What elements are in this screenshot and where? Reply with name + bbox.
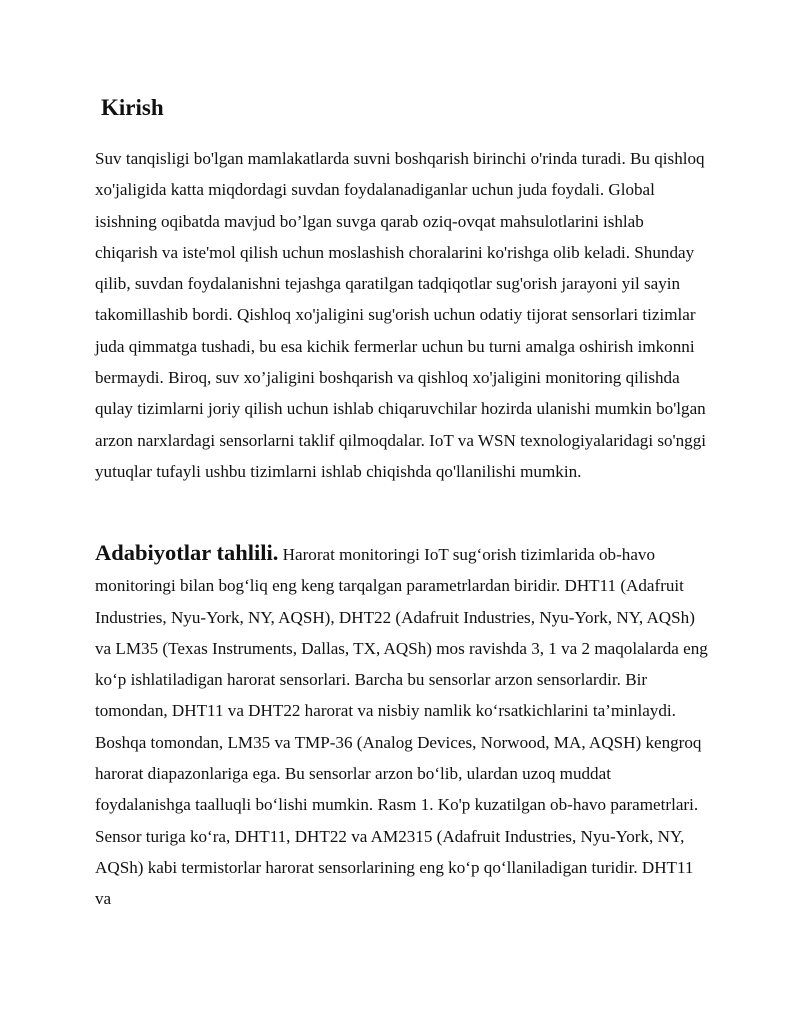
kirish-paragraph: Suv tanqisligi bo'lgan mamlakatlarda suvni boshqarish birinchi o'rinda turadi. Bu qishloq xo'jaligida katta miqdordagi suvdan foydalanadiganlar uchun juda foydali. Global isishning oqibatda mavjud bo’lgan suvga qarab oziq-ovqat mahsulotlarini ishlab chiqarish va iste'mol qilish uchun moslashish choralarini ko'rishga olib keladi. Shunday qilib, suvdan foydalanishni tejashga qaratilgan tadqiqotlar sug'orish jarayoni yil sayin takomillashib bordi. Qishloq xo'jaligini sug'orish uchun odatiy tijorat sensorlari tizimlar juda qimmatga tushadi, bu esa kichik fermerlar uchun bu turni amalga oshirish imkonni bermaydi. Biroq, suv xo’jaligini boshqarish va qishloq xo'jaligini monitoring qilishda qulay tizimlarni joriy qilish uchun ishlab chiqaruvchilar hozirda ulanishi mumkin bo'lgan arzon narxlardagi sensorlarni taklif qilmoqdalar. IoT va WSN texnologiyalaridagi so'nggi yutuqlar tufayli ushbu tizimlarni ishlab chiqishda qo'llanilishi mumkin. <box>95 149 707 481</box>
literature-review-heading: Adabiyotlar tahlili. <box>95 540 279 565</box>
literature-review-text: Harorat monitoringi IoT sug‘orish tizimlarida ob-havo monitoringi bilan bog‘liq eng keng tarqalgan parametrlardan biridir. DHT11 (Adafruit Industries, Nyu-York, NY, AQSH), DHT22 (Adafruit Industries, Nyu-York, NY, AQSh) va LM35 (Texas Instruments, Dallas, TX, AQSh) mos ravishda 3, 1 va 2 maqolalarda eng ko‘p ishlatiladigan harorat sensorlari. Barcha bu sensorlar arzon sensorlardir. Bir tomondan, DHT11 va DHT22 harorat va nisbiy namlik ko‘rsatkichlarini ta’minlaydi. Boshqa tomondan, LM35 va TMP-36 (Analog Devices, Norwood, MA, AQSH) kengroq harorat diapazonlariga ega. Bu sensorlar arzon bo‘lib, ulardan uzoq muddat foydalanishga taalluqli bo‘lishi mumkin. Rasm 1. Ko'p kuzatilgan ob-havo parametrlari. Sensor turiga ko‘ra, DHT11, DHT22 va AM2315 (Adafruit Industries, Nyu-York, NY, AQSh) kabi termistorlar harorat sensorlarining eng ko‘p qo‘llaniladigan turidir. DHT11 va <box>95 545 708 909</box>
section-heading-kirish: Kirish <box>101 95 164 120</box>
literature-review-paragraph <box>95 537 710 915</box>
